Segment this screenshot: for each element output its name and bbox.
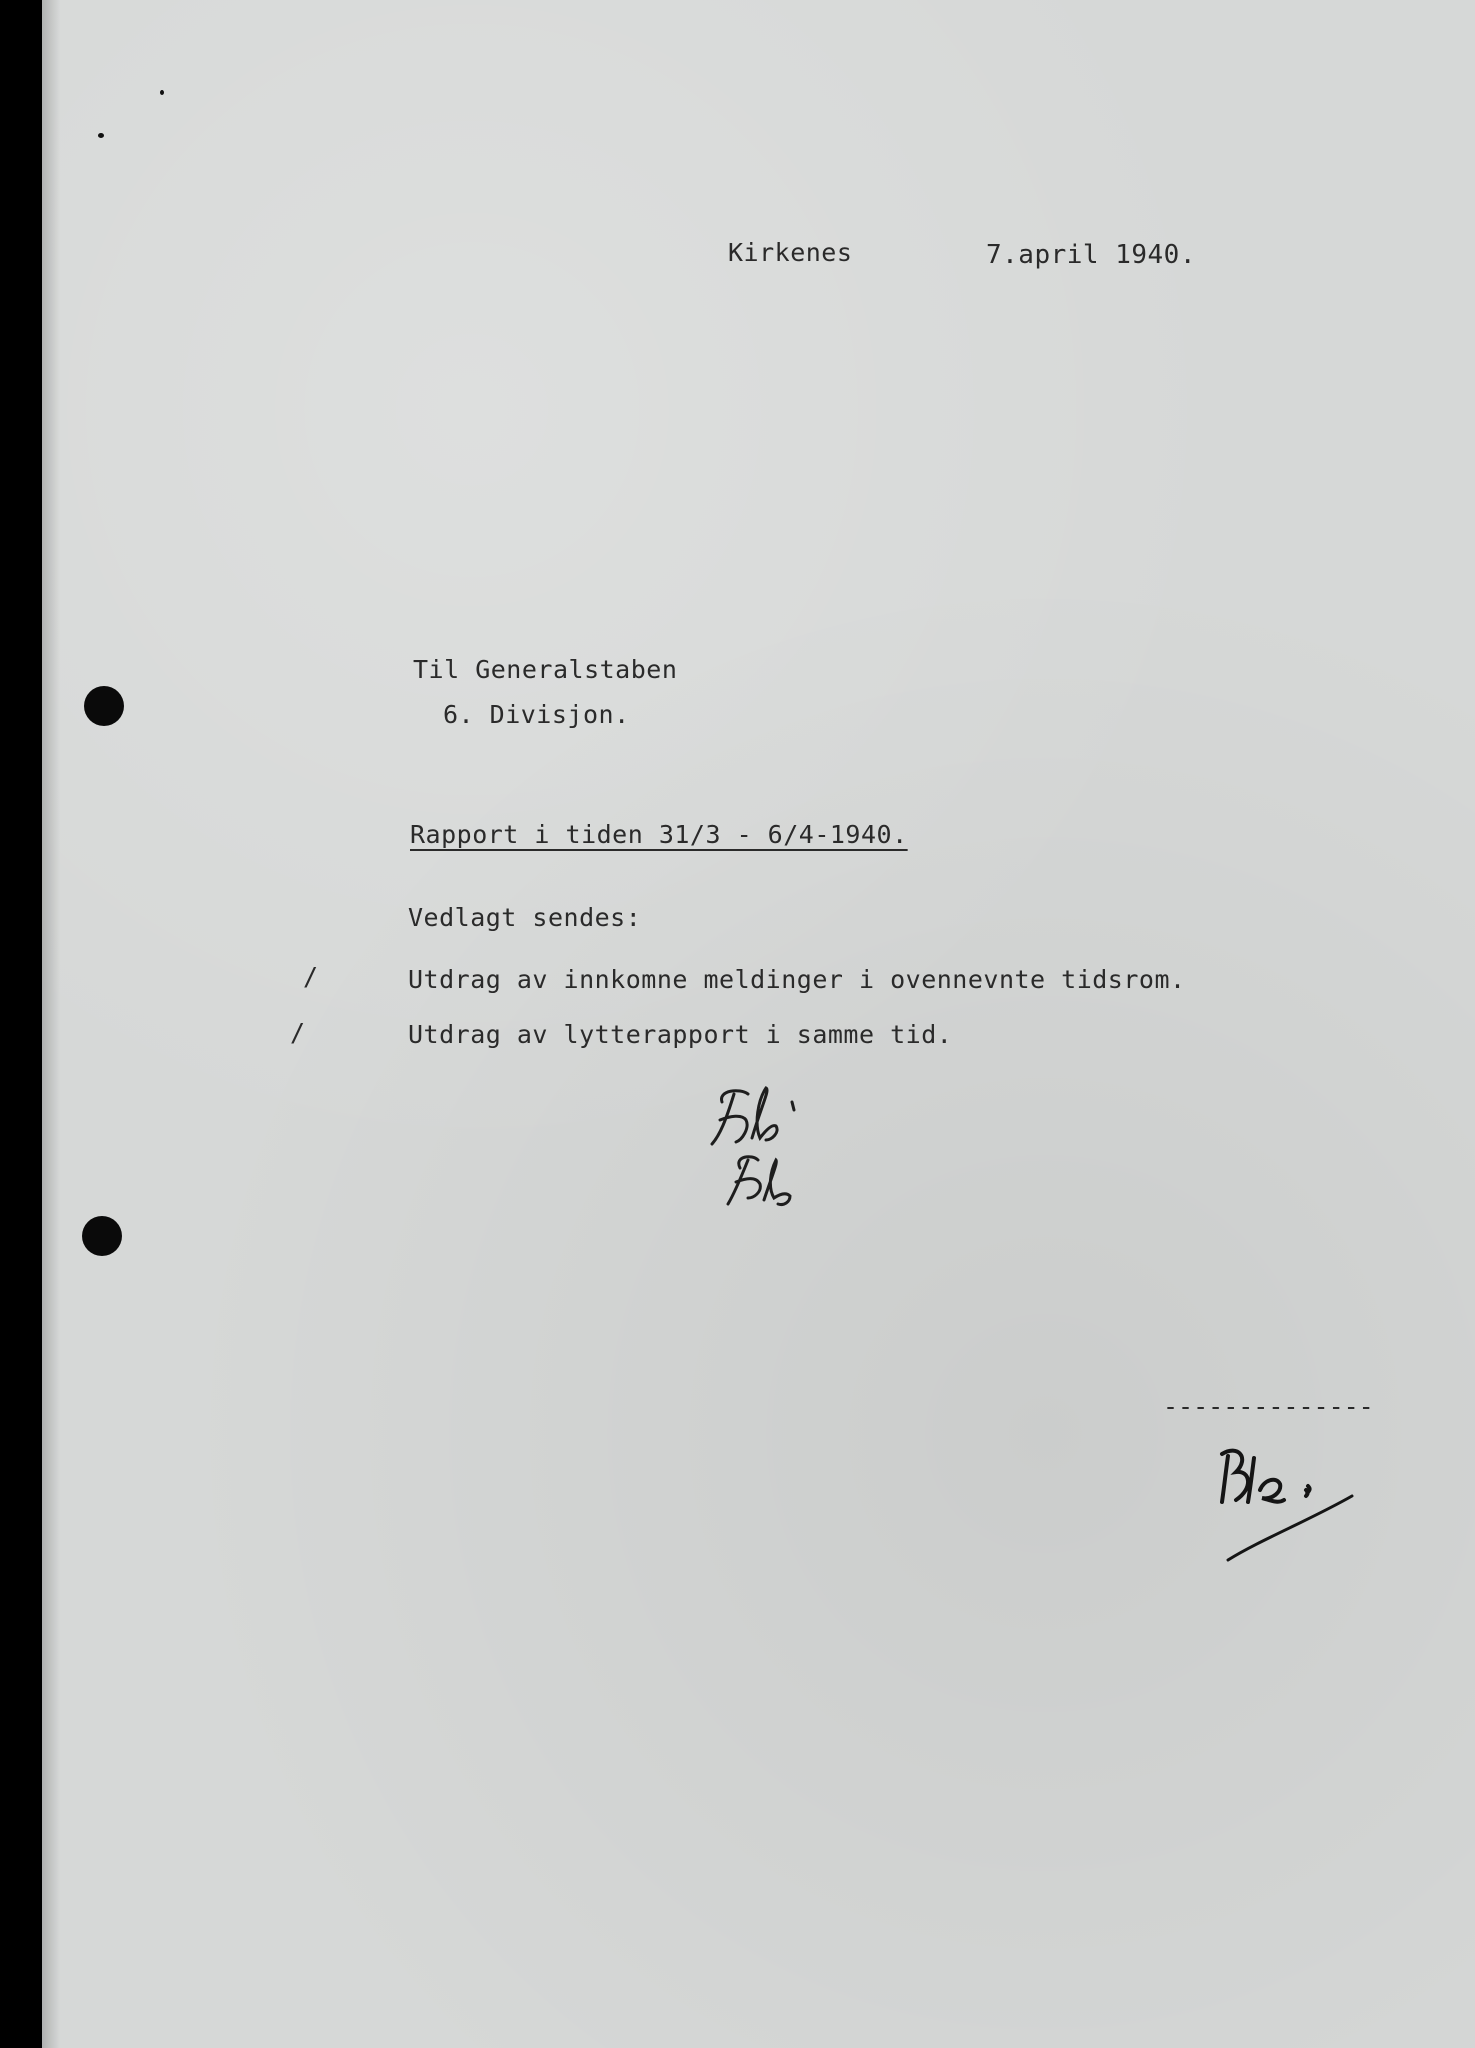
enclosure-intro: Vedlagt sendes: [408, 903, 642, 932]
signature-line: -------------- [1163, 1392, 1374, 1421]
enclosure-item: Utdrag av lytterapport i samme tid. [408, 1020, 953, 1049]
ink-speck [160, 90, 164, 95]
recipient-line-1: Til Generalstaben [413, 655, 678, 684]
ink-speck [98, 133, 104, 138]
enclosure-tick: / [290, 1018, 306, 1047]
enclosure-tick: / [303, 962, 319, 991]
punch-hole-bottom [82, 1216, 122, 1256]
page-edge-shadow [42, 0, 60, 2048]
letter-subject: Rapport i tiden 31/3 - 6/4-1940. [410, 820, 908, 849]
enclosure-item: Utdrag av innkomne meldinger i ovennevnte tidsrom. [408, 965, 1186, 994]
punch-hole-top [84, 686, 124, 726]
recipient-line-2: 6. Divisjon. [443, 700, 630, 729]
letter-place: Kirkenes [728, 238, 853, 267]
handwritten-initials [700, 1080, 830, 1210]
handwritten-signature [1210, 1440, 1370, 1570]
letter-date: 7.april 1940. [986, 240, 1196, 270]
